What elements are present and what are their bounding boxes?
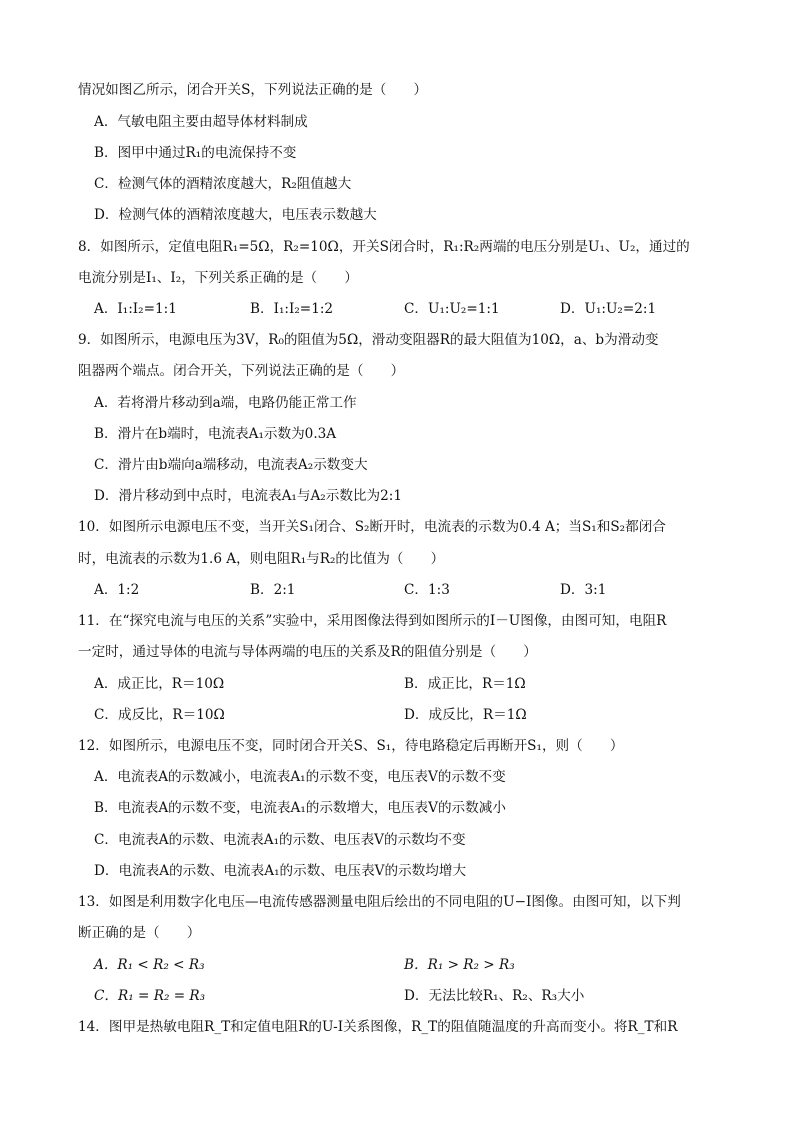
- q7-option-d: D．检测气体的酒精浓度越大，电压表示数越大: [94, 207, 377, 223]
- question-11-line-2: 一定时，通过导体的电流与导体两端的电压的关系及R的阻值分别是（ ）: [78, 644, 537, 660]
- q8-option-c: C．U₁:U₂=1:1: [404, 301, 500, 317]
- q11-option-d: D．成反比，R＝1Ω: [404, 707, 527, 723]
- q10-option-c: C．1:3: [404, 582, 450, 598]
- question-11-line-1: 11．在“探究电流与电压的关系”实验中，采用图像法得到如图所示的I－U图像，由图可知，电阻R: [78, 613, 667, 629]
- q12-option-b: B．电流表A的示数不变，电流表A₁的示数增大，电压表V的示数减小: [94, 800, 506, 816]
- q10-option-a: A．1:2: [94, 582, 140, 598]
- question-8-line-2: 电流分别是I₁、I₂，下列关系正确的是（ ）: [78, 270, 358, 286]
- q13-option-b: B．R₁ > R₂ > R₃: [404, 957, 515, 973]
- q9-option-b: B．滑片在b端时，电流表A₁示数为0.3A: [94, 426, 337, 442]
- question-13-line-2: 断正确的是（ ）: [78, 925, 201, 941]
- q12-option-d: D．电流表A的示数、电流表A₁的示数、电压表V的示数均增大: [94, 863, 467, 879]
- q9-option-c: C．滑片由b端向a端移动，电流表A₂示数变大: [94, 457, 368, 473]
- q9-option-a: A．若将滑片移动到a端，电路仍能正常工作: [94, 395, 357, 411]
- q13-option-a: A．R₁ < R₂ < R₃: [94, 957, 205, 973]
- question-9-line-2: 阻器两个端点。闭合开关，下列说法正确的是（ ）: [78, 363, 405, 379]
- question-8-line-1: 8．如图所示，定值电阻R₁=5Ω，R₂=10Ω，开关S闭合时，R₁:R₂两端的电压分别是U₁、U₂，通过的: [78, 239, 690, 255]
- q7-option-b: B．图甲中通过R₁的电流保持不变: [94, 145, 297, 161]
- q8-option-a: A．I₁:I₂=1:1: [94, 301, 177, 317]
- q7-option-a: A．气敏电阻主要由超导体材料制成: [94, 114, 308, 130]
- question-10-line-2: 时，电流表的示数为1.6 A，则电阻R₁与R₂的比值为（ ）: [78, 551, 445, 567]
- q13-option-d: D．无法比较R₁、R₂、R₃大小: [404, 988, 585, 1004]
- q12-option-a: A．电流表A的示数减小，电流表A₁的示数不变，电压表V的示数不变: [94, 769, 506, 785]
- question-7-stem: 情况如图乙所示，闭合开关S，下列说法正确的是（ ）: [78, 82, 428, 98]
- q9-option-d: D．滑片移动到中点时，电流表A₁与A₂示数比为2:1: [94, 488, 402, 504]
- q13-option-c: C．R₁ = R₂ = R₃: [94, 988, 206, 1004]
- q11-option-c: C．成反比，R＝10Ω: [94, 707, 225, 723]
- q7-option-c: C．检测气体的酒精浓度越大，R₂阻值越大: [94, 176, 352, 192]
- q8-option-b: B．I₁:I₂=1:2: [250, 301, 334, 317]
- q8-option-d: D．U₁:U₂=2:1: [560, 301, 657, 317]
- question-10-line-1: 10．如图所示电源电压不变，当开关S₁闭合、S₂断开时，电流表的示数为0.4 A；当S₁和S₂都闭合: [78, 519, 666, 535]
- question-9-line-1: 9．如图所示，电源电压为3V，R₀的阻值为5Ω，滑动变阻器R的最大阻值为10Ω，a、b为滑动变: [78, 332, 659, 348]
- question-14-line-1: 14．图甲是热敏电阻R_T和定值电阻R的U-I关系图像，R_T的阻值随温度的升高而变小。将R_T和R: [78, 1019, 678, 1035]
- q11-option-a: A．成正比，R＝10Ω: [94, 676, 225, 692]
- question-12-stem: 12．如图所示，电源电压不变，同时闭合开关S、S₁，待电路稳定后再断开S₁，则（ ）: [78, 738, 624, 754]
- question-13-line-1: 13．如图是利用数字化电压—电流传感器测量电阻后绘出的不同电阻的U−I图像。由图可知，以下判: [78, 894, 681, 910]
- q10-option-b: B．2:1: [250, 582, 296, 598]
- q12-option-c: C．电流表A的示数、电流表A₁的示数、电压表V的示数均不变: [94, 832, 466, 848]
- q10-option-d: D．3:1: [560, 582, 607, 598]
- q11-option-b: B．成正比，R＝1Ω: [404, 676, 526, 692]
